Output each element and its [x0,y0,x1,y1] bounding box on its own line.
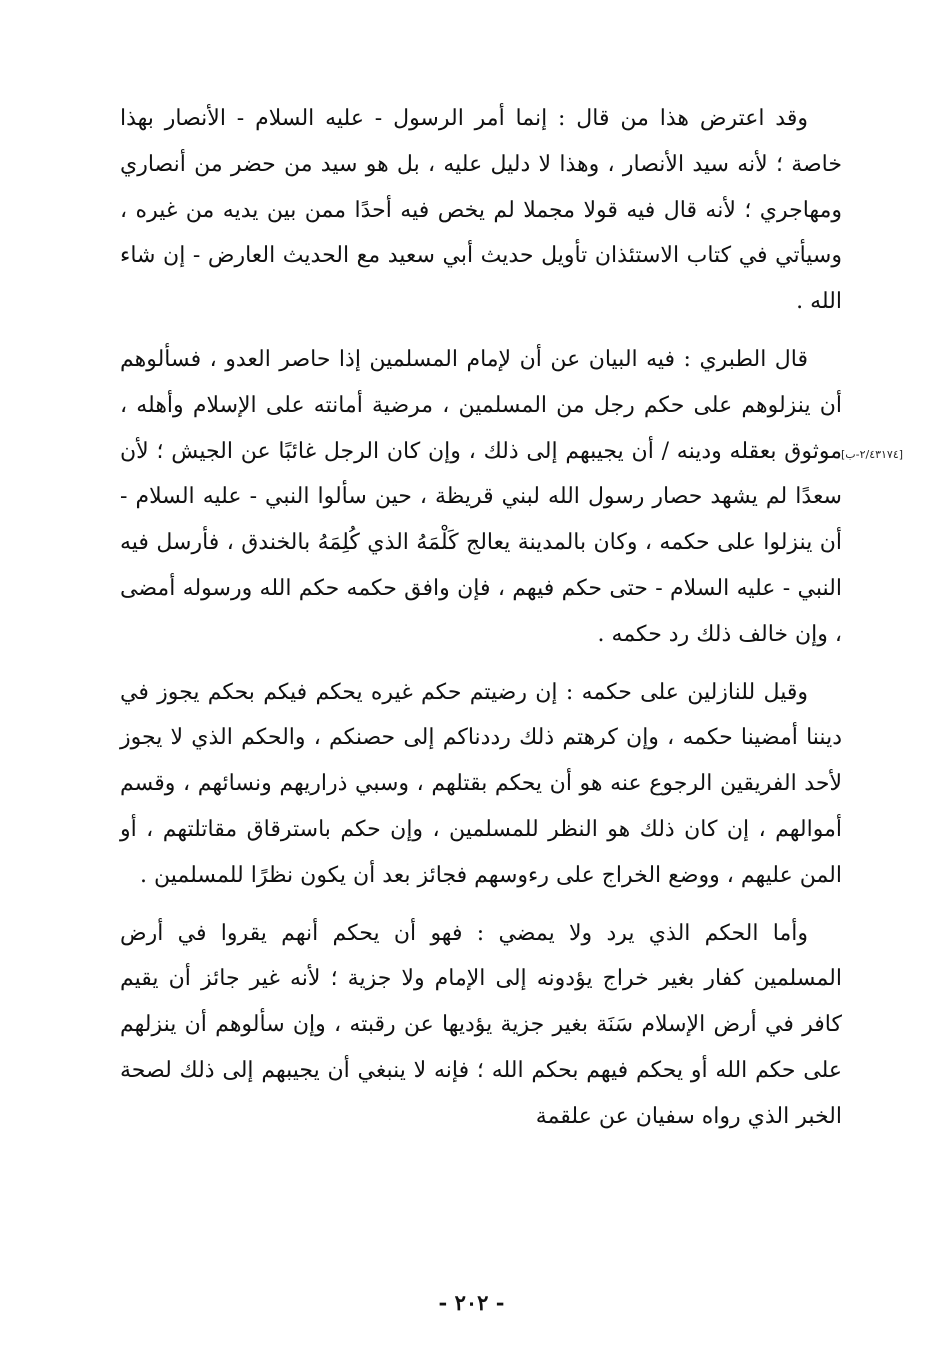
main-text [120,96,842,1140]
paragraph-4: وأما الحكم الذي يرد ولا يمضي : فهو أن يحكم أنهم يقروا في أرض المسلمين كفار بغير خراج يؤدونه إلى الإمام ولا جزية ؛ لأنه غير جائز أن يقيم كافر في أرض الإسلام سَنَة بغير جزية يؤديها عن رقبته ، وإن سألوهم أن ينزلهم على حكم الله أو يحكم فيهم بحكم الله ؛ فإنه لا ينبغي أن يجيبهم إلى ذلك لصحة الخبر الذي رواه سفيان عن علقمة [120,920,842,1129]
paragraph-3: وقيل للنازلين على حكمه : إن رضيتم حكم غيره يحكم فيكم بحكم يجوز في ديننا أمضينا حكمه ، وإن كرهتم ذلك رددناكم إلى حصنكم ، والحكم الذي لا يجوز لأحد الفريقين الرجوع عنه هو أن يحكم بقتلهم ، وسبي ذراريهم ونسائهم ، وقسم أموالهم ، إن كان ذلك هو النظر للمسلمين ، وإن حكم باسترقاق مقاتلتهم ، أو المن عليهم ، ووضع الخراج على رءوسهم فجائز بعد أن يكون نظرًا للمسلمين . [120,679,842,888]
paragraph-2: قال الطبري : فيه البيان عن أن لإمام المسلمين إذا حاصر العدو ، فسألوهم أن ينزلوهم على حكم رجل من المسلمين ، مرضية أمانته على الإسلام وأهله ، موثوق بعقله ودينه / أن يجيبهم إلى ذلك ، وإن كان الرجل غائبًا عن الجيش ؛ لأن سعدًا لم يشهد حصار رسول الله لبني قريظة ، حين سألوا النبي - عليه السلام - أن ينزلوا على حكمه ، وكان بالمدينة يعالج كَلْمَهُ الذي كُلِمَهُ بالخندق ، فأرسل فيه النبي - عليه السلام - حتى حكم فيهم ، فإن وافق حكمه حكم الله ورسوله أمضى ، وإن خالف ذلك رد حكمه . [120,346,842,647]
page-number: - ٢٠٢ - [438,1290,505,1315]
paragraph-1: وقد اعترض هذا من قال : إنما أمر الرسول - عليه السلام - الأنصار بهذا خاصة ؛ لأنه سيد الأنصار ، وهذا لا دليل عليه ، بل هو سيد من حضر من أنصاري ومهاجري ؛ لأنه قال فيه قولا مجملا لم يخص فيه أحدًا ممن بين يديه من غيره ، وسيأتي في كتاب الاستئذان تأويل حديث أبي سعيد مع الحديث العارض - إن شاء الله . [120,106,842,315]
manuscript-margin-reference: [٢/٤٣١٧٤-ب] [840,448,904,461]
